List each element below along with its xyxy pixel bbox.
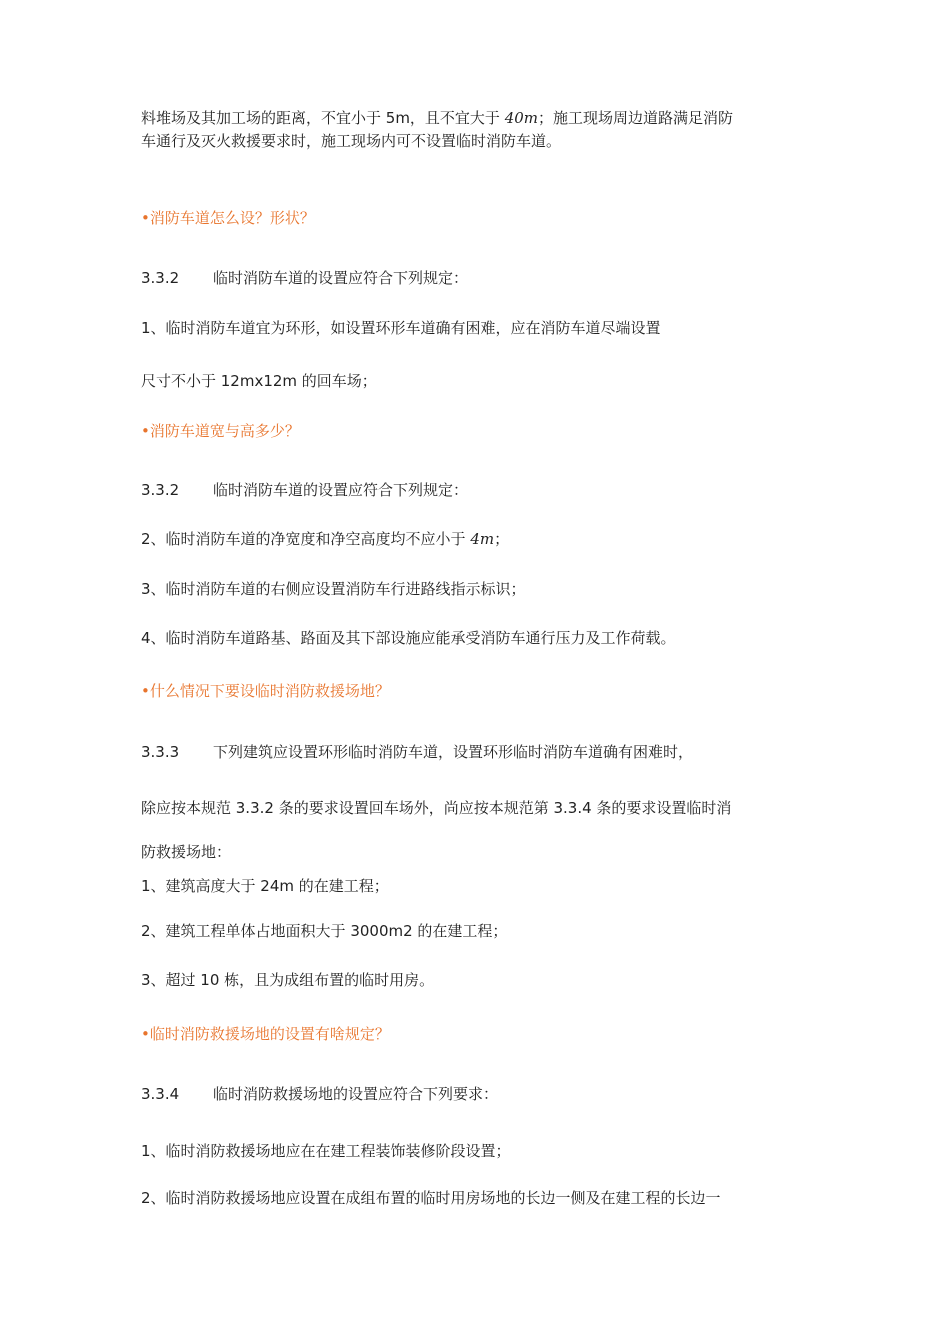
list-item [141,528,509,550]
list-item: 1、建筑高度大于 24m 的在建工程； [141,877,389,895]
section-heading: •什么情况下要设临时消防救援场地？ [141,682,390,700]
list-item: 3、临时消防车道的右侧应设置消防车行进路线指示标识； [141,580,526,598]
clause-number: 3.3.3 [141,743,180,761]
list-item-continuation: 尺寸不小于 12mx12m 的回车场； [141,372,377,390]
intro-value: 40m [504,109,539,127]
list-item: 1、临时消防车道宜为环形，如设置环形车道确有困难，应在消防车道尽端设置 [141,319,661,337]
section-heading: •消防车道怎么设？形状？ [141,209,315,227]
list-item: 1、临时消防救援场地应在在建工程装饰装修阶段设置； [141,1142,511,1160]
clause-number: 3.3.2 [141,481,180,499]
list-item: 2、临时消防救援场地应设置在成组布置的临时用房场地的长边一侧及在建工程的长边一 [141,1189,721,1207]
clause-number: 3.3.4 [141,1085,180,1103]
section-heading: •消防车道宽与高多少？ [141,422,300,440]
section-heading: •临时消防救援场地的设置有啥规定？ [141,1025,390,1043]
clause-text: 下列建筑应设置环形临时消防车道，设置环形临时消防车道确有困难时， [213,743,694,761]
intro-line-1 [141,107,733,129]
clause-text: 临时消防车道的设置应符合下列规定： [213,481,469,499]
intro-line-2: 车通行及灭火救援要求时，施工现场内可不设置临时消防车道。 [141,132,562,150]
clause-number: 3.3.2 [141,269,180,287]
clause-text: 临时消防救援场地的设置应符合下列要求： [213,1085,499,1103]
list-item-text: ； [494,530,510,548]
list-item-text: 2、临时消防车道的净宽度和净空高度均不应小于 [141,530,471,548]
list-item: 4、临时消防车道路基、路面及其下部设施应能承受消防车通行压力及工作荷载。 [141,629,676,647]
clause-text: 临时消防车道的设置应符合下列规定： [213,269,469,287]
clause-line [141,267,468,289]
clause-continuation: 除应按本规范 3.3.2 条的要求设置回车场外，尚应按本规范第 3.3.4 条的要求设置临时消 [141,799,732,817]
clause-line [141,1083,498,1105]
list-item-value: 4m [470,530,495,548]
clause-line [141,479,468,501]
intro-text: ；施工现场周边道路满足消防 [538,109,734,127]
clause-continuation: 防救援场地： [141,843,232,861]
list-item: 3、超过 10 栋，且为成组布置的临时用房。 [141,971,435,989]
clause-line [141,741,693,763]
list-item: 2、建筑工程单体占地面积大于 3000m2 的在建工程； [141,922,508,940]
intro-text: 料堆场及其加工场的距离，不宜小于 5m，且不宜大于 [141,109,505,127]
